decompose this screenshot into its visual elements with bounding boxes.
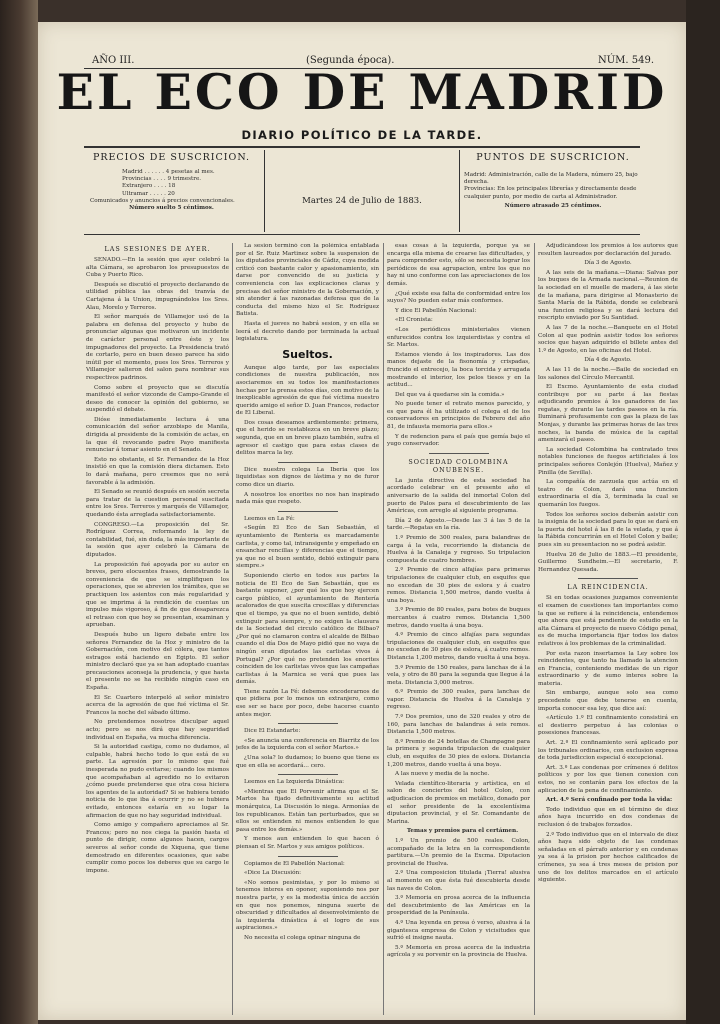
paragraph: Por esta razon insertamos la Ley sobre los reincidentes, que tanto ha llamado la atencion en Francia, conteniendo medidas de un rigor extraordinario y de sumo interes sobre la materia. (538, 650, 678, 687)
prices-box (84, 150, 259, 230)
paragraph: Art. 4.º Será confinado por toda la vida: (546, 797, 673, 804)
header-rule (84, 146, 640, 148)
paragraph: SENADO.—En la sesión que ayer celebró la alta Cámara, se aprobaron los presupuestos de Cuba y Puerto Rico. (86, 257, 229, 279)
paragraph: Día 3 de Agosto. (584, 260, 632, 267)
newspaper-page (38, 22, 686, 1020)
box-divider-right (459, 150, 460, 232)
column-4 (538, 243, 678, 1015)
paragraph: Temas y premios para el certámen. (406, 828, 519, 835)
paragraph: Después hubo un ligero debate entre los señores Fernandez de la Hoz y ministro de la Gobernación, con motivo del cólera, que tantos estragos está haciendo en Egipto. El señor ministro declaró que ya se han adoptado cuantas precauciones aconseja la prudencia, y que hasta el presente no se ha recibido ningún caso en España. (86, 631, 229, 692)
paragraph: Velada científico-literaria y artística, en el salon de conciertos del hotel Colon, con adjudicacion de premios en metálico, donado por el señor presidente de la excelentísima diputacion provincial, y el Sr. Comandante de Marina. (387, 780, 530, 825)
paragraph: 4.º Una leyenda en prosa ó verso, alusiva á la gigantesca empresa de Colon y vicisitudes que sufrió el insigne nauta. (387, 919, 530, 942)
paragraph: El señor marqués de Villamejor usó de la palabra en defensa del proyecto y hubo de pronunciar algunas que motivaron un incidente de carácter personal entre éste y los impugnadores del proyecto. La Presidencia trató de cortarlo, pero en buen deseo parece ha sido inútil por el momento, pues los Sres. Terreros y Villamejor salieron del salon para nombrar sus respectivos padrinos. (86, 314, 229, 381)
paragraph: Si la autoridad castiga, como no dudamos, al culpable, habrá hecho todo lo que está de su parte. La agresión por lo mismo que fué inesperada no pudo evitarse; cuando los mismos que acompañaban al agredido no lo evitaron ¿cómo puede pretenderse que otra cosa hiciera los agentes de la autoridad? Si se hubiera tenido noticia de lo que iba á ocurrir y no se hubiera evitado, entonces estaría en su lugar la afirmacion de que no hay seguridad individual. (86, 744, 229, 819)
paragraph: Día 2 de Agosto.—Desde las 3 á las 5 de la tarde.—Regatas en la ría. (387, 517, 530, 532)
paragraph: «Dice La Discusión: (244, 870, 302, 877)
paragraph: El Sr. Cuartero interpeló al señor ministro acerca de la agresión de que fué víctima el Sr. Francos la noche del sábado último. (86, 694, 229, 716)
paragraph: Leemos en La Izquierda Dinástica: (244, 779, 345, 786)
paragraph: Dice nuestro colega La Iberia que los liquidistas son dignos de lástima y no de furor como dice un diario. (236, 466, 379, 489)
paragraph: A nosotros los enorites no nos han inspirado nada más que respeto. (236, 491, 379, 506)
prices-title: PRECIOS DE SUSCRICION. (92, 152, 251, 163)
separator (278, 511, 338, 512)
paragraph: 8.º Premio de 24 botellas de Champagne para la primera y segunda tripulacion de cualquier club, en esquifes de 30 pies de eslora. Distancia 1,200 metros, dando vuelta á una boya. (387, 738, 530, 768)
paragraph: La junta directiva de esta sociedad ha acordado celebrar en el presente año el aniversario de la salida del inmortal Colon del puerto de Palos para el descubrimiento de las Américas, con arreglo al siguiente programa. (387, 477, 530, 515)
separator (578, 578, 638, 579)
price-row: Ultramar . . . . . 20 (122, 190, 175, 197)
paragraph: «No somos pesimistas, y por lo mismo si tenemos interes en oponer, suponiendo nos por nuestra parte, y es la modestia única de acción en que nos ponemos, ninguna suerte de obscuridad y dificultades al desenvolvimiento de la izquierda dinástica á el logro de sus aspiraciones.» (236, 879, 379, 932)
paragraph: 2.º Premio de cinco alfajías para primeras tripulaciones de cualquier club, en esquifes que no excedan de 30 pies de eslora y á cuatro remos. Distancia 1,500 metros, dando vuelta á una boya. (387, 567, 530, 604)
paragraph: «Mientras que El Porvenir afirma que el Sr. Martos ha fijado definitivamente su actitud monárquica, La Discusión lo niega. Armonías de los republicanos. Están tan perturbados, que se ellos se entienden ni menos entienden lo que pasa entre los demás.» (236, 788, 379, 833)
issue-number: NÚM. 549. (598, 55, 655, 66)
paragraph: 2.º Todo individuo que en el intervalo de diez años haya sido objeto de las condenas señaladas en el párrafo anterior y en condenas ya sea á la prision por hechos calificados de crímenes, ya sea á tres meses de prision por uno de los delitos marcados en el artículo siguiente. (538, 831, 678, 884)
column-2 (236, 243, 379, 1015)
column-divider (383, 243, 384, 1015)
paragraph: La proposición fué apoyada por su autor en breves, pero elocuentes frases, demostrando la conveniencia de que se simplifiquen los operaciones, que se abrevien los trámites, que se practiquen los asientos con más regularidad y que se imprima á la rendición de cuentas un impulso más vigoroso, á fin de que desaparezca el retraso con que hoy se presentan, examinan y aprueban. (86, 561, 229, 629)
price-row: Provincias . . . . 9 trimestre. (122, 176, 202, 183)
paragraph: Hasta el jueves no habrá sesion, y en ella se leerá el decreto dando por terminada la actual legislatura. (236, 320, 379, 343)
paragraph: esas cosas á la izquierda, porque ya se encarga ella misma de crearse las dificultades, y para comprender esto, sólo se necesita lograr los periódicos de esa agrupacion, entre los que no hay ni uno conforme con las apreciaciones de los demás. (387, 243, 530, 287)
paragraph: «Se anuncia una conferencia en Biarritz de los jefes de la izquierda con el señor Martos.» (236, 737, 379, 752)
paragraph: Estamos viendo á los inspiradores. Las dos manos dejaste de la fisonomía y crispadas, fruncido el entrecejo, la boca torcida y arrugada mostrando el interior, los pelos tiesos y en la actitud... (387, 351, 530, 389)
paragraph: Dióse inmediatamente lectura á una comunicación del señor arzobispo de Manila, dirigida al presidente de la comisión de actas, en la que él revocando padre Payo manifiesta renunciar á tomar asiento en el Senado. (86, 416, 229, 454)
paragraph: «Los periódicos ministeriales vienen enfurecidos contra los izquierdistas y contra el Sr. Martos. (387, 326, 530, 349)
paragraph: Esto no obstante, el Sr. Fernandez de la Hoz insistió en que la comisión diera dictamen. Esto lo dará mañana, pero creemos que no será favorable á la admisión. (86, 456, 229, 486)
column-3 (387, 243, 530, 1015)
paragraph: 1.º Premio de 300 reales, para balandras de carga á la vela, recorriendo la distancia de Huelva á la Canaleja y regreso. Su tripulacion compuesta de cuatro hombres. (387, 535, 530, 564)
epoch-label: (Segunda época). (306, 55, 395, 66)
points-madrid: Madrid: Administración, calle de la Madera, número 25, bajo derecha. (464, 172, 638, 186)
paragraph: Como amigo y compañero apreciamos al Sr. Francos; pero no nos ciega la pasión hasta el punto de dirigir, como algunos hacen, cargos severos al señor conde de Xiquena, que tiene demostrado en diferentes ocasiones, que sabe cumplir como pocos los deberes que su cargo le impone. (86, 822, 229, 874)
paragraph: Art. 2.º El confinamiento será aplicado por los tribunales ordinarios, con exclusion expresa de toda jurisdiccion especial ó excepcional. (538, 740, 678, 762)
paragraph: Adjudicándose los premios á los autores que resulten laureados por declaración del jurado. (538, 243, 678, 257)
paragraph: Y dice El Pabellón Nacional: (395, 307, 477, 314)
paragraph: «Según El Eco de San Sebastián, el ayuntamiento de Renteria es marcadamente carlista, y como tal, intransigente y empeñado en ensanchar rencillas y diferencias que el tiempo, ya que no el buen sentido, debió extinguir para siempre.» (236, 525, 379, 570)
paragraph: La sociedad Colombina ha contratado tres notables funciones de fuegos artificiales á los principales señores Conlejón (Huelva), Mañez y Pinilla (de Sevilla). (538, 446, 678, 476)
prices-single: Número suelto 5 céntimos. (129, 205, 214, 212)
separator (278, 723, 338, 724)
points-box (464, 150, 642, 230)
paragraph: Dice El Estandarte: (244, 728, 301, 735)
paragraph: Del que va á quedarse sin la comida.» (395, 391, 505, 398)
paragraph: No necesita el colega opinar ninguna de (244, 934, 361, 941)
column-1 (86, 243, 229, 1015)
separator (278, 774, 338, 775)
paragraph: Después se discutió el proyecto declarando de utilidad pública las obras del tranvía de Cartajena á la Union, impugnándolos los Sres. Alau, Morelo y Terreros. (86, 281, 229, 311)
paragraph: 5.º Memoria en prosa acerca de la industria agrícola y su porvenir en la provincia de Huelva. (387, 944, 530, 959)
paragraph: 4.º Premio de cinco alfajías para segundas tripulaciones de cualquier club, en esquifes que no excedan de 30 pies de eslora, á cuatro remos. Distancia 1,200 metros, dando vuelta á una boya. (387, 632, 530, 661)
paragraph: 3.º Memoria en prosa acerca de la influencia del descubrimiento de las Américas en la prosperidad de la Península. (387, 895, 530, 917)
book-spine (0, 0, 38, 1024)
paragraph: El Excmo. Ayuntamiento de esta ciudad contribuye por su parte á las fiestas adjudicando premios á los ganadores de las regatas, y durante las tardes paseos en la ría. Iluminará profusamente con gas la plaza de las Monjas, y durante las primeras horas de las tres noches, la banda de música de la capital amenizará el paseo. (538, 384, 678, 444)
paragraph: Huelva 26 de Julio de 1883.—El presidente, Guillermo Sundheim.—El secretario, F. Hernandez Quesada. (538, 551, 678, 573)
paragraph: Y de redencion para el país que gemía bajo el yugo conservador. (387, 433, 530, 448)
paragraph: Todos los señores socios deberán asistir con la insignia de la sociedad para lo que se dará en la puerta del hotel á las 8 de la velada, y que á la Rábida concurrirán en el Hotel Colon y baile; pues sin su presentacion no se podrá asistir. (538, 511, 678, 548)
section-heading: SOCIEDAD COLOMBINA ONUBENSE. (408, 457, 509, 474)
paragraph: Tiene razón La Fé: debemos encoderarnos de que pidiera por lo menos un extranjero, como ese ser se hace por poco, debe hacerse cuanto antes mejor. (236, 688, 379, 718)
paragraph: Día 4 de Agosto. (584, 357, 632, 364)
section-heading: LA REINCIDENCIA. (567, 583, 649, 592)
box-divider-left (264, 150, 265, 232)
paragraph: Suponiendo cierto en todos sus partes la noticia de El Eco de San Sebastián, que es bastante suponer, ¿por qué los que hoy ejercen cargo público, el ayuntamiento de Rentería acalorados de que suscita crescillas y diferencias que el tiempo, ya que no el buen sentido, debió extinguir para siempre, y no exigen la clausura de la Sociedad del circulo católico de Bilbao? ¿Por qué no clamaron contra el alcalde de Bilbao cuando el día Dos de Mayo pidió que no vaya de ningún eran diputados las carlistas vivos á Portugal? ¿Por qué no pretenden los enorites coinciden de los carlistas vivos que las campañas carlistas á la Marnica se verá que pues las demás. (236, 572, 379, 686)
separator (278, 856, 338, 857)
masthead-subtitle: DIARIO POLÍTICO DE LA TARDE. (241, 128, 483, 142)
prices-note: Comunicados y anuncios á precios convencionales. (90, 197, 235, 204)
issue-date: Martes 24 de Julio de 1883. (302, 196, 422, 206)
paragraph: 5.º Premio de 150 reales, para lanchas de á la vela, y otro de 80 para la segunda que llegue á la meta. Distancia 3,000 metros. (387, 664, 530, 686)
paragraph: ¿Una sola? lo dudamos; lo bueno que tiene es que en ella se acordará... cero. (236, 755, 379, 769)
prices-rows (84, 169, 259, 198)
paragraph: No puede tener el retrato menos parecido, y es que para él ha utilizado el colega el de los conservadores en principios de Febrero del año 81, de infausta memoria para ellos.» (387, 401, 530, 431)
paragraph: «El Cronista: (395, 317, 433, 324)
price-row: Extranjero . . . . 18 (122, 183, 176, 190)
year-label: AÑO III. (92, 55, 135, 66)
paragraph: Sin embargo, aunque solo sea como precedente que debe tenerse en cuenta, importa conocer esa ley, que dice así: (538, 690, 678, 712)
paragraph: A las seis de la mañana.—Diana: Salvas por los buques de la Armada nacional.—Reunion de la sociedad en el muelle de madera, á las siete de la mañana, para dirigirse al Monasterio de Santa María de la Rábida, donde se celebrará una funcion religiosa y se dará lectura del rescripto enviado por Su Santidad. (538, 269, 678, 322)
paragraph: 6.º Premio de 300 reales, para lanchas de vapor. Distancia de Huelva á la Canaleja y regreso. (387, 689, 530, 711)
paragraph: Leemos en La Fé: (244, 515, 295, 522)
paragraph: Copiamos de El Pabellón Nacional: (244, 860, 345, 867)
price-row: Madrid . . . . . . 4 pesetas al mes. (122, 169, 215, 175)
section-heading: LAS SESIONES DE AYER. (104, 245, 211, 253)
paragraph: Aunque algo tarde, por las especiales condiciones de nuestra publicación, nos asociaremos en su todos los manifestaciones hechas por la prensa estos días, con motivo de la inexplicable agresión de que fué víctima nuestro querido amigo el señor D. Juan Francos, redactor de El Liberal. (236, 364, 379, 417)
paragraph: A las 7 de la noche.—Banquete en el Hotel Colon al que podrán asistir todos los señores socios que hayan adquirido el billete antes del 1.º de Agosto, en las oficinas del Hotel. (538, 324, 678, 354)
paragraph: A las nueve y media de la noche. (395, 771, 490, 778)
paragraph: Y menos aun entienden lo que hacen ó piensan el Sr. Martos y sus amigos políticos. (236, 836, 379, 850)
separator (429, 453, 489, 454)
paragraph: Como sobre el proyecto que se discutía manifestó el señor vizconde de Campo-Grande el deseo de conocer la opinión del gobierno, se suspendió el debate. (86, 384, 229, 414)
points-single: Número atrasado 25 céntimos. (504, 202, 602, 209)
points-title: PUNTOS DE SUSCRICION. (476, 152, 630, 163)
paragraph: Todo individuo que en el término de diez años haya incurrido en dos condenas de reclusion ó de trabajos forzados. (538, 806, 678, 828)
paragraph: La compañía de zarzuela que actúa en el teatro de Colon, dará una funcion extraordinaria el día 3, terminada la cual se quemarán los fuegos. (538, 479, 678, 508)
paragraph: 1.º Un premio de 500 reales. Colon, acompañado de la letra en la correspondiente partitura.—Un premio de la Excma. Diputacion provincial de Huelva. (387, 837, 530, 867)
page-edge-shadow (686, 0, 720, 1024)
separator (278, 462, 338, 463)
column-divider (232, 243, 233, 1015)
paragraph: 3.º Premio de 80 reales, para botes de buques mercantes á cuatro remos. Distancia 1,500 metros, dando vuelta á una boya. (387, 607, 530, 629)
paragraph: Art. 3.º Las condenas por crímenes ó delitos políticos y por los que tienen conexion con estos, no se contarán para los efectos de la aplicacion de la pena de confinamiento. (538, 764, 678, 794)
paragraph: 7.º Dos premios, uno de 320 reales y otro de 160, para lanchas de balandras á seis remos. Distancia 1,500 metros. (387, 714, 530, 736)
masthead-title: EL ECO DE MADRID (56, 63, 668, 121)
paragraph: Si en todas ocasiones juzgamos conveniente el examen de cuestiones tan importantes como la que se refiere á la reincidencia, entendemos que ahora que está pendiente de estudio en la alta Cámara el proyecto de nuevo Código penal, es de mucha importancia fijar todos los datos relativos á los problemas de la criminalidad. (538, 595, 678, 647)
paragraph: 2.º Una composicion titulada ¡Tierra! alusiva al momento en que ésta fué descubierta desde las naves de Colon. (387, 870, 530, 892)
columns-top-rule (84, 234, 640, 235)
section-heading: Sueltos. (282, 347, 333, 361)
paragraph: A las 11 de la noche.—Baile de sociedad en los salones del Círculo Mercantil. (538, 366, 678, 381)
points-provinces: Provincias: En los principales librerías y directamente desde cualquier punto, por medio de carta al Administrador. (464, 186, 637, 200)
paragraph: «Artículo 1.º El confinamiento consistirá en el destierro perpetuo á las colonias o posesiones francesas. (538, 715, 678, 737)
column-divider (534, 243, 535, 1015)
paragraph: No pretendemos nosotros disculpar aquel acto; pero se nos dirá que hay seguridad individual en España, va mucha diferencia. (86, 719, 229, 741)
paragraph: ¿Qué existe esa falta de conformidad entre los suyos? No pueden estar más conformes. (387, 290, 530, 305)
paragraph: La sesion terminó con la polémica entablada por el Sr. Ruiz Martinez sobre la suspension de los diputados provinciales de Cádiz, cuya medida criticó con bastante calor y apasionamiento, sin darse por convencido de su justicia y conveniencia con las explicaciones claras y precisas del señor ministro de la Gobernación, y sin atender á las razonadas defensa que de la conducta del mismo hizo el Sr. Rodríguez Batista. (236, 243, 379, 318)
paragraph: El Senado se reunió después en sesión secreta para tratar de la cuestion personal suscitada entre los Sres. Terreros y marqués de Villamejor, quedando ésta arreglada satisfactoriamente. (86, 489, 229, 518)
paragraph: CONGRESO.—La proposición del Sr. Rodríguez Correa, reformando la ley de contabilidad, fué, sin duda, la más importante de la sesión que ayer celebró la Cámara de diputados. (86, 521, 229, 558)
paragraph: Dos cosas deseamos ardientemente: primera, que el herido se restablezca en un breve plazo; segunda, que en un breve plazo también, sufra el agresor el castigo que para estas clases de delitos marca la ley. (236, 419, 379, 457)
